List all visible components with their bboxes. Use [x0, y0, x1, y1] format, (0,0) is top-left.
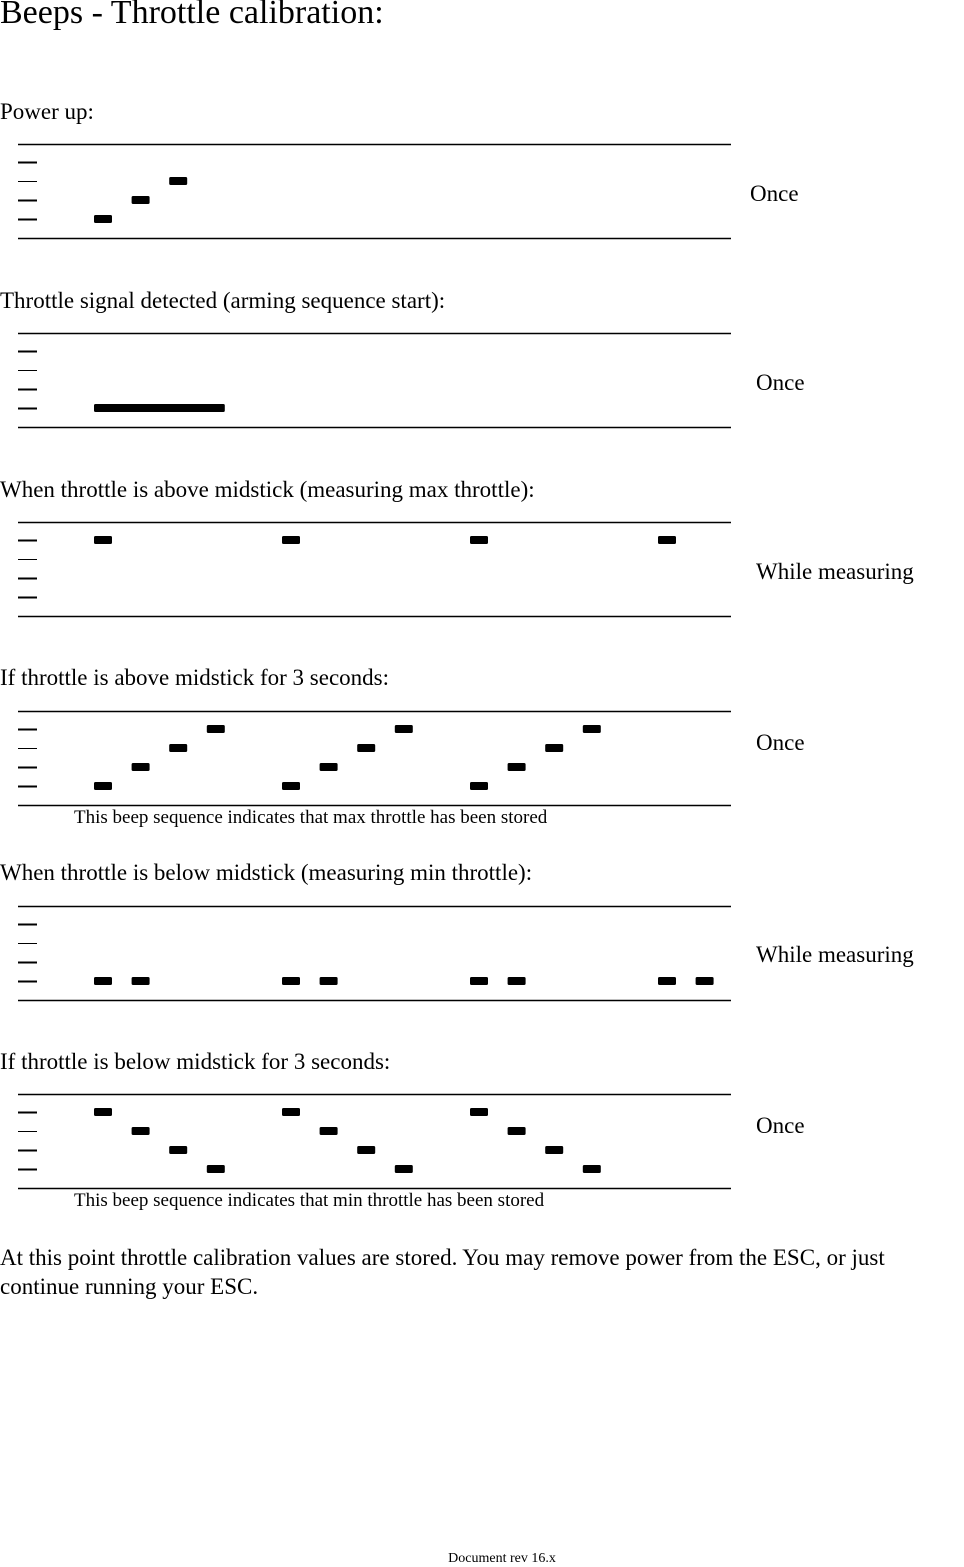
beep-mark: [320, 1127, 338, 1135]
beep-mark: [282, 1108, 300, 1116]
beep-mark: [470, 1108, 488, 1116]
beep-mark: [94, 536, 112, 544]
section-heading: If throttle is below midstick for 3 seconds:: [0, 1049, 391, 1074]
section-heading: Power up:: [0, 99, 94, 124]
repeat-label: Once: [750, 181, 799, 206]
repeat-label: While measuring: [756, 559, 914, 584]
beep-staff: [0, 1090, 740, 1194]
beep-staff: [0, 329, 740, 433]
staff-note: This beep sequence indicates that max throttle has been stored: [74, 807, 548, 828]
beep-mark: [357, 744, 375, 752]
beep-mark: [132, 1127, 150, 1135]
beep-mark: [282, 536, 300, 544]
beep-mark: [696, 977, 714, 985]
beep-mark: [545, 1146, 563, 1154]
beep-mark: [658, 977, 676, 985]
repeat-label: Once: [756, 730, 805, 755]
closing-paragraph: At this point throttle calibration values are stored. You may remove power from the ESC, or just continue running your ESC.: [0, 1245, 885, 1299]
beep-mark: [132, 977, 150, 985]
beep-mark: [132, 763, 150, 771]
section-heading: When throttle is above midstick (measuring max throttle):: [0, 477, 535, 502]
section-heading: Throttle signal detected (arming sequence start):: [0, 288, 446, 313]
beep-mark: [583, 725, 601, 733]
beep-mark: [470, 782, 488, 790]
staff-note: This beep sequence indicates that min throttle has been stored: [74, 1190, 545, 1211]
section-heading: If throttle is above midstick for 3 seconds:: [0, 665, 390, 690]
section-heading: When throttle is below midstick (measuring min throttle):: [0, 860, 533, 885]
beep-mark: [207, 725, 225, 733]
beep-mark: [169, 744, 187, 752]
beep-staff: [0, 140, 740, 244]
beep-mark: [470, 536, 488, 544]
repeat-label: While measuring: [756, 942, 914, 967]
beep-mark: [320, 763, 338, 771]
document-revision: Document rev 16.x: [448, 1551, 556, 1566]
beep-staff: [0, 902, 740, 1006]
beep-staff: [0, 518, 740, 622]
beep-mark: [94, 215, 112, 223]
beep-mark: [508, 1127, 526, 1135]
repeat-label: Once: [756, 1113, 805, 1138]
beep-mark: [282, 977, 300, 985]
beep-staff: [0, 707, 740, 811]
page-title: Beeps - Throttle calibration:: [0, 0, 384, 31]
beep-mark: [94, 404, 225, 412]
beep-mark: [132, 196, 150, 204]
beep-mark: [395, 725, 413, 733]
repeat-label: Once: [756, 370, 805, 395]
beep-mark: [357, 1146, 375, 1154]
beep-mark: [94, 1108, 112, 1116]
beep-mark: [658, 536, 676, 544]
beep-mark: [282, 782, 300, 790]
beep-mark: [169, 177, 187, 185]
beep-mark: [508, 977, 526, 985]
beep-mark: [320, 977, 338, 985]
beep-mark: [169, 1146, 187, 1154]
beep-mark: [207, 1165, 225, 1173]
beep-mark: [94, 977, 112, 985]
beep-mark: [508, 763, 526, 771]
beep-mark: [583, 1165, 601, 1173]
beep-mark: [94, 782, 112, 790]
beep-mark: [395, 1165, 413, 1173]
beep-mark: [470, 977, 488, 985]
beep-mark: [545, 744, 563, 752]
